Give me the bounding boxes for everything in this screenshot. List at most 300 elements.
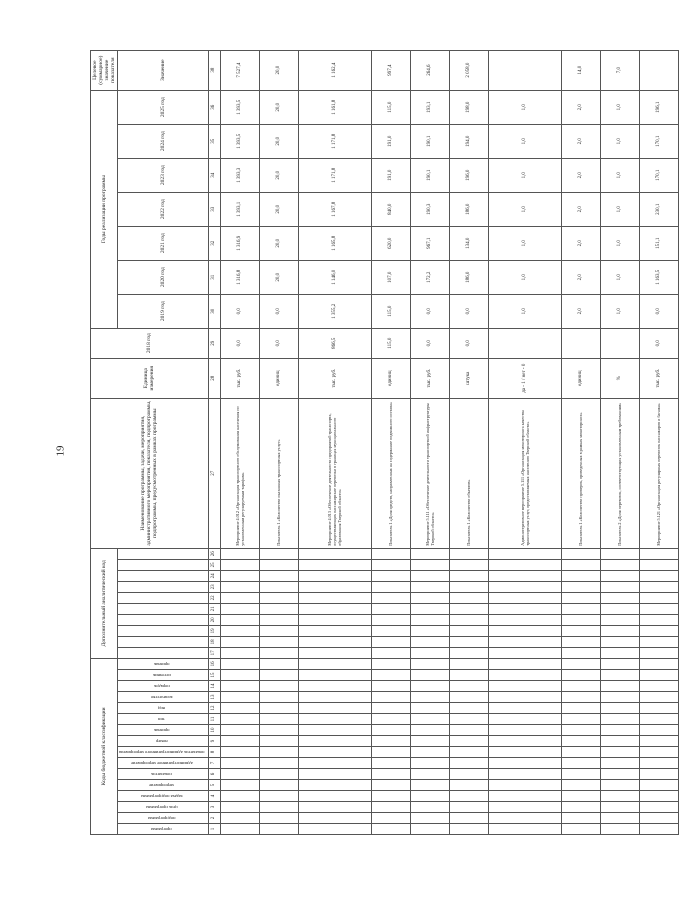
code-cell [639,592,678,603]
row-value-2020: 1,0 [600,260,639,294]
code-cell [371,670,410,681]
row-final-value: 14,0 [561,50,600,90]
row-value-2019: 0,0 [410,294,449,328]
code-col-header [118,647,209,658]
row-value-2022: 1 167,8 [298,192,371,226]
row-value-2022: 1,0 [488,192,561,226]
column-number: 26 [208,548,220,559]
row-value-2023: 1,0 [488,158,561,192]
code-cell [561,581,600,592]
column-number: 11 [208,714,220,725]
code-cell [220,559,259,570]
code-cell [600,780,639,791]
code-cell [488,592,561,603]
row-value-2024: 194,0 [449,124,488,158]
code-cell [220,747,259,758]
row-value-2018 [600,328,639,358]
row-final-value: 20,0 [259,50,298,90]
code-cell [639,780,678,791]
code-col-header [118,548,209,559]
code-cell [410,658,449,669]
row-value-2020: 20,0 [259,260,298,294]
code-cell [639,769,678,780]
code-cell [561,681,600,692]
code-cell [259,614,298,625]
code-cell [371,559,410,570]
code-cell [600,802,639,813]
code-cell [259,592,298,603]
code-cell [298,614,371,625]
code-cell [298,692,371,703]
code-cell [561,813,600,824]
code-cell [220,625,259,636]
code-cell [449,603,488,614]
row-value-2023: 191,0 [371,158,410,192]
code-cell [600,736,639,747]
row-value-2019: 115,0 [371,294,410,328]
code-col-label: показатель [151,772,173,777]
row-unit: да - 1 / нет - 0 [488,358,561,398]
code-cell [259,769,298,780]
row-value-2025: 1 161,8 [298,90,371,124]
code-cell [600,592,639,603]
table-row [298,50,371,834]
column-number: 14 [208,681,220,692]
code-col-header [118,658,209,669]
code-cell [600,670,639,681]
table-body [220,50,678,834]
code-cell [298,802,371,813]
code-cell [371,658,410,669]
column-number: 21 [208,603,220,614]
code-cell [639,670,678,681]
rotated-table-sheet [90,55,662,835]
code-cell [449,802,488,813]
code-cell [259,692,298,703]
code-cell [449,692,488,703]
code-cell [488,714,561,725]
code-cell [488,692,561,703]
code-col-header [118,824,209,835]
code-cell [410,791,449,802]
code-cell [410,824,449,835]
code-cell [298,681,371,692]
table-row [488,50,561,834]
code-cell [488,614,561,625]
row-value-2020: 1,0 [488,260,561,294]
code-cell [410,769,449,780]
row-value-2020: 1 146,0 [298,260,371,294]
code-cell [488,736,561,747]
code-cell [600,603,639,614]
year-header-2022: 2022 год [118,192,209,226]
code-cell [220,681,259,692]
row-value-2020: 1 163,5 [639,260,678,294]
table-row [371,50,410,834]
column-number: 7 [208,758,220,769]
code-cell [371,692,410,703]
code-cell [449,769,488,780]
column-number: 16 [208,658,220,669]
row-name: Показатель 1 «Количество проверок, проведенных в рамках мониторинга» [561,398,600,548]
code-cell [220,791,259,802]
code-cell [449,570,488,581]
row-value-2020: 1 316,8 [220,260,259,294]
code-cell [298,592,371,603]
code-cell [259,658,298,669]
code-cell [600,714,639,725]
row-unit: штука [449,358,488,398]
row-final-value: 7,0 [600,50,639,90]
row-value-2024: 170,1 [639,124,678,158]
code-cell [220,603,259,614]
column-number: 13 [208,692,220,703]
column-number: 25 [208,559,220,570]
code-col-label: подпрограмма [148,816,176,821]
column-number: 23 [208,581,220,592]
code-cell [639,824,678,835]
row-value-2020: 172,2 [410,260,449,294]
code-col-header [118,581,209,592]
code-cell [298,703,371,714]
row-value-2022: 230,1 [639,192,678,226]
code-cell [410,592,449,603]
column-number: 8 [208,747,220,758]
column-number: 12 [208,703,220,714]
code-col-header [118,714,209,725]
code-cell [410,581,449,592]
row-value-2023: 170,1 [639,158,678,192]
code-cell [220,636,259,647]
row-value-2023: 1 171,8 [298,158,371,192]
code-cell [449,625,488,636]
row-value-2021: 1,0 [488,226,561,260]
table-row [449,50,488,834]
page-number: 19 [54,445,67,457]
code-cell [220,736,259,747]
row-unit: тыс. руб. [220,358,259,398]
code-cell [639,736,678,747]
row-final-value: 7 527,4 [220,50,259,90]
additional-code-header: Дополнительный аналитический код [91,548,118,658]
row-value-2023: 1 393,3 [220,158,259,192]
unit-header: Единица измерения [91,358,209,398]
code-cell [449,647,488,658]
code-cell [600,725,639,736]
row-value-2023: 20,0 [259,158,298,192]
row-name: Показатель 1 «Количество объектов» [449,398,488,548]
column-number: 33 [208,192,220,226]
code-cell [371,603,410,614]
column-number: 31 [208,260,220,294]
code-cell [449,791,488,802]
code-cell [449,614,488,625]
code-cell [488,559,561,570]
code-col-label: тип [158,717,166,722]
code-col-header [118,747,209,758]
code-cell [371,714,410,725]
code-col-header [118,670,209,681]
row-unit: тыс. руб. [639,358,678,398]
code-cell [259,559,298,570]
column-number: 9 [208,736,220,747]
row-value-2021: 967,1 [410,226,449,260]
code-col-label: задача подпрограммы [140,794,183,799]
column-number: 22 [208,592,220,603]
table-row [600,50,639,834]
code-col-label: вид [158,706,166,711]
code-col-header [118,614,209,625]
row-value-2019: 1,0 [488,294,561,328]
code-cell [371,725,410,736]
code-cell [259,747,298,758]
code-cell [298,714,371,725]
code-cell [220,802,259,813]
code-cell [488,747,561,758]
code-cell [298,570,371,581]
code-cell [600,570,639,581]
column-number: 10 [208,725,220,736]
row-value-2022: 2,0 [561,192,600,226]
row-value-2018: 0,0 [220,328,259,358]
row-value-2024: 191,0 [371,124,410,158]
code-cell [449,714,488,725]
code-cell [220,658,259,669]
code-cell [561,658,600,669]
code-cell [259,714,298,725]
code-cell [561,647,600,658]
row-value-2021: 1 165,8 [298,226,371,260]
code-col-label: признак [154,728,170,733]
row-name: Мероприятие 4.013 «Обеспечение деятельности предприятий транспорта, осуществляющих пассажирские перевозки в границах муниципального образования Тверской области» [298,398,371,548]
row-value-2018: 0,0 [449,328,488,358]
code-cell [488,625,561,636]
row-name: Административное мероприятие 5.111 «Организация мониторинга качества транспортных услуг, предоставляемых населению Тверской области» [488,398,561,548]
code-cell [449,636,488,647]
row-name: Мероприятие 5.121 «Организация регулярных перевозок пассажиров и багажа» [639,398,678,548]
code-cell [600,658,639,669]
code-cell [639,625,678,636]
code-cell [220,714,259,725]
row-value-2024: 1 393,5 [220,124,259,158]
code-cell [220,670,259,681]
code-cell [449,736,488,747]
code-cell [488,725,561,736]
code-cell [600,581,639,592]
code-cell [488,780,561,791]
code-cell [298,747,371,758]
code-cell [259,625,298,636]
row-value-2025: 1,0 [488,90,561,124]
column-number: 20 [208,614,220,625]
code-cell [600,758,639,769]
code-cell [561,758,600,769]
code-cell [259,824,298,835]
code-cell [220,581,259,592]
year-header-2024: 2024 год [118,124,209,158]
row-value-2023: 1,0 [600,158,639,192]
code-cell [600,791,639,802]
code-cell [488,813,561,824]
row-value-2021: 1,0 [600,226,639,260]
row-value-2018 [561,328,600,358]
code-cell [298,780,371,791]
column-number: 32 [208,226,220,260]
code-cell [488,570,561,581]
row-value-2021: 1 316,9 [220,226,259,260]
code-cell [639,692,678,703]
table-row [639,50,678,834]
table-row [220,50,259,834]
row-unit: тыс. руб. [410,358,449,398]
code-cell [488,681,561,692]
code-col-header [118,559,209,570]
row-value-2022: 186,0 [449,192,488,226]
final-value-header: Значение [118,50,209,90]
code-col-header [118,769,209,780]
code-cell [410,802,449,813]
code-cell [410,703,449,714]
code-cell [561,570,600,581]
code-cell [298,791,371,802]
row-value-2018: 115,0 [371,328,410,358]
row-unit: единиц [561,358,600,398]
program-table [90,50,679,835]
code-cell [220,703,259,714]
column-number: 2 [208,813,220,824]
code-cell [561,714,600,725]
code-cell [259,758,298,769]
code-cell [298,769,371,780]
code-cell [449,559,488,570]
code-cell [410,692,449,703]
code-cell [488,758,561,769]
row-unit: единиц [371,358,410,398]
final-group-header: Целевое (суммарное) значение показателя [91,50,118,90]
code-cell [561,625,600,636]
column-number: 24 [208,570,220,581]
code-cell [561,636,600,647]
code-cell [488,824,561,835]
code-cell [639,791,678,802]
code-cell [600,703,639,714]
code-cell [561,670,600,681]
code-cell [600,769,639,780]
code-cell [639,548,678,559]
code-cell [298,636,371,647]
row-value-2025: 198,0 [449,90,488,124]
code-col-header [118,736,209,747]
code-cell [449,725,488,736]
code-cell [410,736,449,747]
year-header-2020: 2020 год [118,260,209,294]
row-value-2021: 620,0 [371,226,410,260]
row-value-2023: 2,0 [561,158,600,192]
code-cell [298,670,371,681]
code-col-label: номер [155,739,168,744]
column-number: 29 [208,328,220,358]
table-row [410,50,449,834]
code-cell [410,813,449,824]
code-cell [371,824,410,835]
code-cell [449,670,488,681]
code-cell [639,703,678,714]
code-cell [410,603,449,614]
code-cell [298,658,371,669]
column-number: 18 [208,636,220,647]
row-value-2019: 0,0 [259,294,298,328]
code-cell [220,780,259,791]
row-value-2023: 196,0 [449,158,488,192]
code-cell [410,758,449,769]
row-name: Показатель 1 «Доля средств, направленных на содержание подвижного состава» [371,398,410,548]
row-final-value: 1 162,4 [298,50,371,90]
code-cell [410,647,449,658]
code-cell [561,548,600,559]
code-cell [259,703,298,714]
code-col-header [118,802,209,813]
code-cell [488,658,561,669]
row-value-2018 [488,328,561,358]
code-cell [298,725,371,736]
code-cell [488,802,561,813]
row-value-2019: 1,0 [600,294,639,328]
code-cell [561,736,600,747]
row-value-2024: 1,0 [488,124,561,158]
row-value-2025: 115,0 [371,90,410,124]
code-col-header [118,636,209,647]
code-cell [639,802,678,813]
code-cell [488,791,561,802]
row-value-2022: 840,0 [371,192,410,226]
code-cell [449,592,488,603]
row-value-2025: 1,0 [600,90,639,124]
code-cell [371,791,410,802]
code-cell [561,725,600,736]
code-col-label: признак [154,661,170,667]
code-cell [449,681,488,692]
code-cell [488,603,561,614]
row-value-2024: 20,0 [259,124,298,158]
code-cell [220,592,259,603]
code-cell [371,548,410,559]
code-cell [259,548,298,559]
code-cell [561,747,600,758]
row-value-2025: 193,1 [410,90,449,124]
column-number: 5 [208,780,220,791]
code-cell [410,670,449,681]
code-cell [600,559,639,570]
code-cell [371,703,410,714]
code-cell [298,603,371,614]
row-value-2019: 0,0 [639,294,678,328]
code-cell [298,559,371,570]
column-number: 6 [208,769,220,780]
row-name: Мероприятие 5.111 «Обеспечение деятельности транспортной инфраструктуры Тверской области» [410,398,449,548]
code-cell [371,636,410,647]
code-cell [371,769,410,780]
code-cell [220,570,259,581]
code-cell [259,670,298,681]
code-col-header [118,570,209,581]
code-cell [259,725,298,736]
code-col-header [118,703,209,714]
code-cell [259,581,298,592]
code-cell [410,614,449,625]
code-cell [561,592,600,603]
column-number: 28 [208,358,220,398]
row-value-2022: 1,0 [600,192,639,226]
